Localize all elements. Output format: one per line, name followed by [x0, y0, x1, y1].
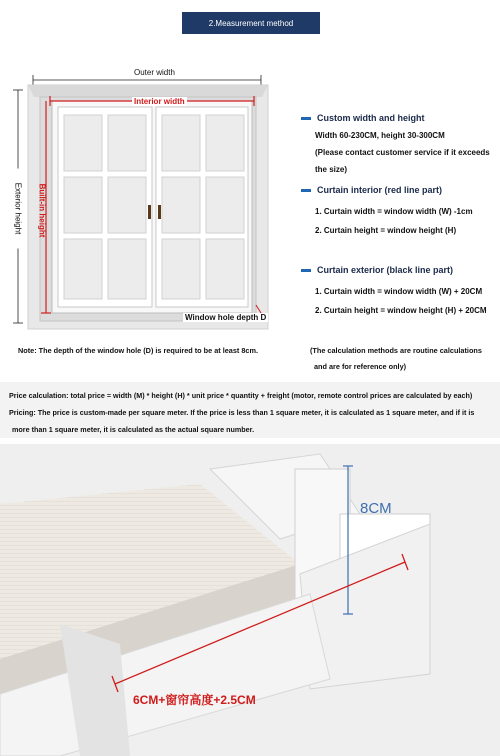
section-title: 2.Measurement method: [182, 12, 320, 34]
depth-dimension-label: 8CM: [360, 500, 392, 517]
bullet-icon: [301, 117, 311, 120]
interior-details: 1. Curtain width = window width (W) -1cm 2. Curtain height = window height (H): [315, 207, 473, 235]
depth-note: Note: The depth of the window hole (D) is required to be at least 8cm.: [18, 346, 259, 355]
exterior-height-label: Exterior height: [14, 169, 23, 249]
interior-width-label: Interior width: [134, 97, 185, 106]
pricing-text: Price calculation: total price = width (M) * height (H) * unit price * quantity + freight (motor, remote control prices are calculated by each) Pricing: The price is custom-made per square meter. If the price is less than 1 square meter, it is calculated as 1 square meter, and if it is more than 1 square meter, it is calculated as the actual square number.: [9, 391, 475, 434]
handle-left: [148, 205, 151, 219]
bullet-icon: [301, 269, 311, 272]
bullet-icon: [301, 189, 311, 192]
interior-heading: Curtain interior (red line part): [301, 185, 442, 195]
outer-width-label: Outer width: [134, 68, 175, 77]
custom-details: Width 60-230CM, height 30-300CM (Please contact customer service if it exceeds the size): [315, 131, 490, 174]
roller-shade-illustration: [0, 444, 500, 756]
built-in-height-label: Built-in height: [37, 183, 47, 238]
exterior-heading: Curtain exterior (black line part): [301, 265, 453, 275]
product-photo: [0, 444, 500, 756]
depth-label: Window hole depth D: [185, 313, 267, 322]
calc-note: (The calculation methods are routine calculations and are for reference only): [310, 346, 482, 371]
handle-right: [158, 205, 161, 219]
width-dimension-label: 6CM+窗帘高度+2.5CM: [133, 693, 256, 707]
custom-heading: Custom width and height: [301, 113, 425, 123]
exterior-details: 1. Curtain width = window width (W) + 20CM 2. Curtain height = window height (H) + 20CM: [315, 287, 487, 315]
